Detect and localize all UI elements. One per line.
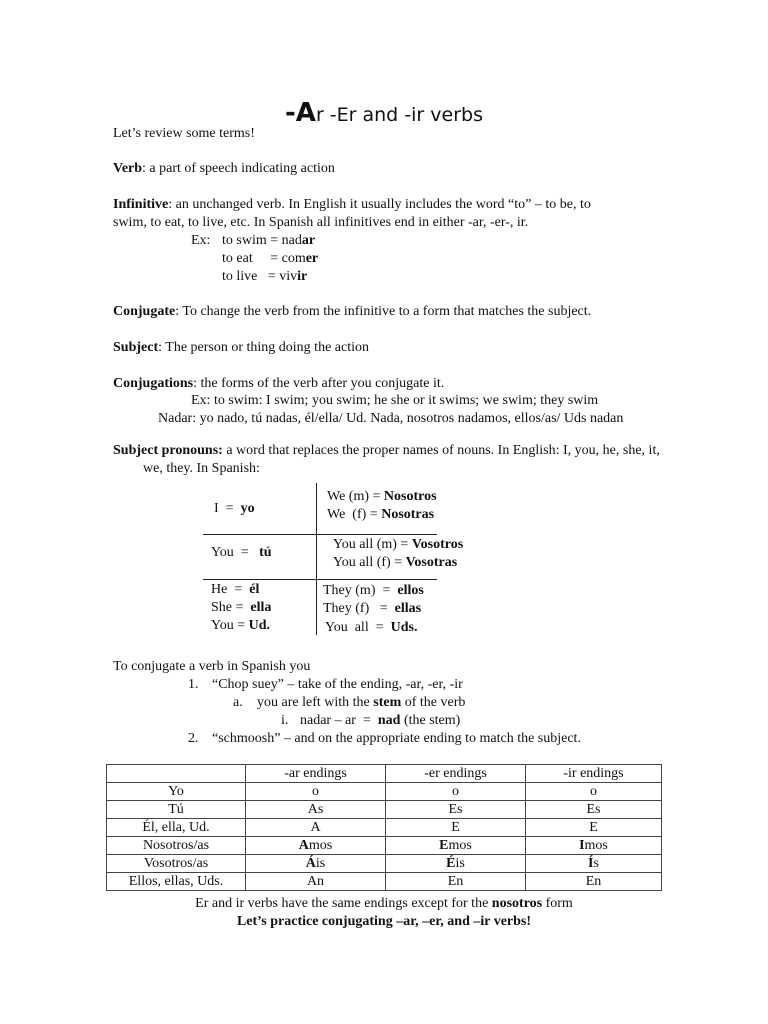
- title-rest: r -Er and -ir verbs: [315, 104, 483, 126]
- pronoun-she: [211, 599, 271, 617]
- infinitive-def-2: swim, to eat, to live, etc. In Spanish all infinitives end in either -ar, -er-, ir.: [113, 215, 529, 230]
- table-cell: En: [386, 873, 526, 891]
- endings-table: [106, 764, 662, 891]
- pronoun-spanish: él: [249, 582, 260, 597]
- pronoun-label: She =: [211, 600, 251, 615]
- step-1-number: 1.: [188, 677, 199, 692]
- pronoun-we-m: [327, 488, 437, 506]
- conjugate-definition: [113, 303, 591, 321]
- verb-definition: [113, 160, 335, 178]
- title-big-letter: -A: [285, 98, 316, 128]
- pronoun-label: You all =: [325, 620, 391, 635]
- pronouns-def-2: we, they. In Spanish:: [143, 461, 260, 476]
- table-cell: Éis: [386, 855, 526, 873]
- infinitive-example: [222, 250, 318, 268]
- pronoun-label: They (f) =: [323, 601, 395, 616]
- subject-definition: [113, 339, 369, 357]
- table-subject-cell: Vosotros/as: [107, 855, 246, 873]
- table-cell: Ís: [526, 855, 662, 873]
- table-cell: Emos: [386, 837, 526, 855]
- table-header-cell: -ar endings: [246, 765, 386, 783]
- table-cell: En: [526, 873, 662, 891]
- pronoun-label: You all (f) =: [333, 555, 406, 570]
- pronoun-you: [211, 544, 272, 562]
- example-ending: ar: [301, 233, 316, 248]
- pronoun-spanish: ella: [250, 600, 272, 615]
- table-header-row: [107, 765, 662, 783]
- pronoun-spanish: ellas: [394, 601, 422, 616]
- infinitive-definition: [113, 196, 591, 214]
- pronoun-you-all-formal: [325, 619, 417, 637]
- endings-note: [0, 895, 768, 913]
- pronoun-spanish: tú: [259, 545, 272, 560]
- subject-def: : The person or thing doing the action: [158, 340, 369, 355]
- table-row: [107, 873, 662, 891]
- table-cell: o: [386, 783, 526, 801]
- table-cell: A: [246, 819, 386, 837]
- pronoun-label: You =: [211, 618, 249, 633]
- pronoun-spanish: Vosotras: [405, 555, 458, 570]
- pronouns-def-1: a word that replaces the proper names of nouns. In English: I, you, he, she, it,: [222, 443, 660, 458]
- table-row: [107, 837, 662, 855]
- note-post: form: [542, 896, 573, 911]
- table-cell: As: [246, 801, 386, 819]
- step-a-letter: a.: [233, 695, 243, 710]
- pronoun-label: I =: [214, 501, 241, 516]
- step-a-text: [257, 694, 465, 712]
- pronoun-label: He =: [211, 582, 250, 597]
- pronoun-they-f: [323, 600, 421, 618]
- steps-intro: To conjugate a verb in Spanish you: [113, 659, 311, 674]
- example-ending: er: [305, 251, 319, 266]
- note-pre: Er and ir verbs have the same endings except for the: [195, 896, 492, 911]
- pronoun-chart-vertical-line: [316, 483, 317, 635]
- table-cell: Áis: [246, 855, 386, 873]
- pronoun-spanish: Nosotras: [381, 507, 435, 522]
- pronoun-chart-line-2: [203, 579, 437, 580]
- table-cell: E: [526, 819, 662, 837]
- example-english: to live = viv: [222, 269, 298, 284]
- pronouns-term: Subject pronouns:: [113, 443, 223, 458]
- table-cell: Imos: [526, 837, 662, 855]
- conjugations-definition: [113, 375, 444, 393]
- table-cell: E: [386, 819, 526, 837]
- infinitive-example: [222, 268, 307, 286]
- pronoun-label: You =: [211, 545, 260, 560]
- conjugations-example-1: Ex: to swim: I swim; you swim; he she or it swims; we swim; they swim: [191, 393, 599, 408]
- pronoun-label: They (m) =: [323, 583, 398, 598]
- pronoun-chart-line-1: [203, 534, 437, 535]
- subject-term: Subject: [113, 340, 159, 355]
- practice-heading: Let’s practice conjugating –ar, –er, and –ir verbs!: [236, 914, 532, 929]
- pronoun-we-f: [327, 506, 434, 524]
- pronoun-they-m: [323, 582, 424, 600]
- table-header-cell: [107, 765, 246, 783]
- conjugate-term: Conjugate: [113, 304, 176, 319]
- step-a-bold: stem: [373, 695, 402, 710]
- step-2-text: “schmoosh” – and on the appropriate ending to match the subject.: [212, 731, 581, 746]
- table-row: [107, 801, 662, 819]
- verb-def: : a part of speech indicating action: [142, 161, 335, 176]
- pronoun-label: We (f) =: [327, 507, 382, 522]
- table-row: [107, 855, 662, 873]
- conjugations-def: : the forms of the verb after you conjugate it.: [193, 376, 445, 391]
- step-1-text: “Chop suey” – take of the ending, -ar, -er, -ir: [212, 677, 463, 692]
- table-cell: An: [246, 873, 386, 891]
- table-subject-cell: Ellos, ellas, Uds.: [107, 873, 246, 891]
- example-english: to eat = com: [222, 251, 306, 266]
- note-bold: nosotros: [491, 896, 543, 911]
- table-cell: o: [526, 783, 662, 801]
- pronoun-you-all-f: [333, 554, 457, 572]
- table-cell: Es: [526, 801, 662, 819]
- pronoun-spanish: Ud.: [248, 618, 271, 633]
- infinitive-ex-label: Ex:: [191, 233, 211, 248]
- infinitive-def-1: : an unchanged verb. In English it usually includes the word “to” – to be, to: [168, 197, 591, 212]
- table-row: [107, 783, 662, 801]
- table-header-cell: -er endings: [386, 765, 526, 783]
- table-cell: Es: [386, 801, 526, 819]
- example-ending: ir: [297, 269, 308, 284]
- step-a-pre: you are left with the: [257, 695, 374, 710]
- table-subject-cell: Nosotros/as: [107, 837, 246, 855]
- step-i-numeral: i.: [281, 713, 289, 728]
- step-i-bold: nad: [377, 713, 401, 728]
- infinitive-term: Infinitive: [113, 197, 169, 212]
- intro-text: Let’s review some terms!: [113, 126, 255, 141]
- pronoun-label: You all (m) =: [333, 537, 412, 552]
- table-header-cell: -ir endings: [526, 765, 662, 783]
- step-i-pre: nadar – ar =: [300, 713, 378, 728]
- conjugations-example-2: Nadar: yo nado, tú nadas, él/ella/ Ud. Nada, nosotros nadamos, ellos/as/ Uds nadan: [158, 411, 624, 426]
- step-i-text: [300, 712, 460, 730]
- conjugate-def: : To change the verb from the infinitive to a form that matches the subject.: [175, 304, 592, 319]
- step-i-post: (the stem): [400, 713, 461, 728]
- pronoun-spanish: Nosotros: [383, 489, 437, 504]
- pronoun-label: We (m) =: [327, 489, 384, 504]
- example-english: to swim = nad: [222, 233, 302, 248]
- pronoun-you-all-m: [333, 536, 463, 554]
- pronoun-spanish: Vosotros: [411, 537, 464, 552]
- table-subject-cell: Tú: [107, 801, 246, 819]
- table-subject-cell: Él, ella, Ud.: [107, 819, 246, 837]
- pronoun-i: [214, 500, 255, 518]
- infinitive-example: [222, 232, 315, 250]
- step-2-number: 2.: [188, 731, 199, 746]
- table-subject-cell: Yo: [107, 783, 246, 801]
- table-cell: Amos: [246, 837, 386, 855]
- pronoun-he: [211, 581, 259, 599]
- pronoun-spanish: Uds.: [390, 620, 418, 635]
- table-cell: o: [246, 783, 386, 801]
- table-row: [107, 819, 662, 837]
- verb-term: Verb: [113, 161, 143, 176]
- pronouns-definition: [113, 442, 660, 460]
- pronoun-spanish: ellos: [397, 583, 424, 598]
- pronoun-spanish: yo: [240, 501, 255, 516]
- page-title: [0, 98, 768, 128]
- pronoun-you-formal: [211, 617, 270, 635]
- conjugations-term: Conjugations: [113, 376, 194, 391]
- step-a-post: of the verb: [401, 695, 466, 710]
